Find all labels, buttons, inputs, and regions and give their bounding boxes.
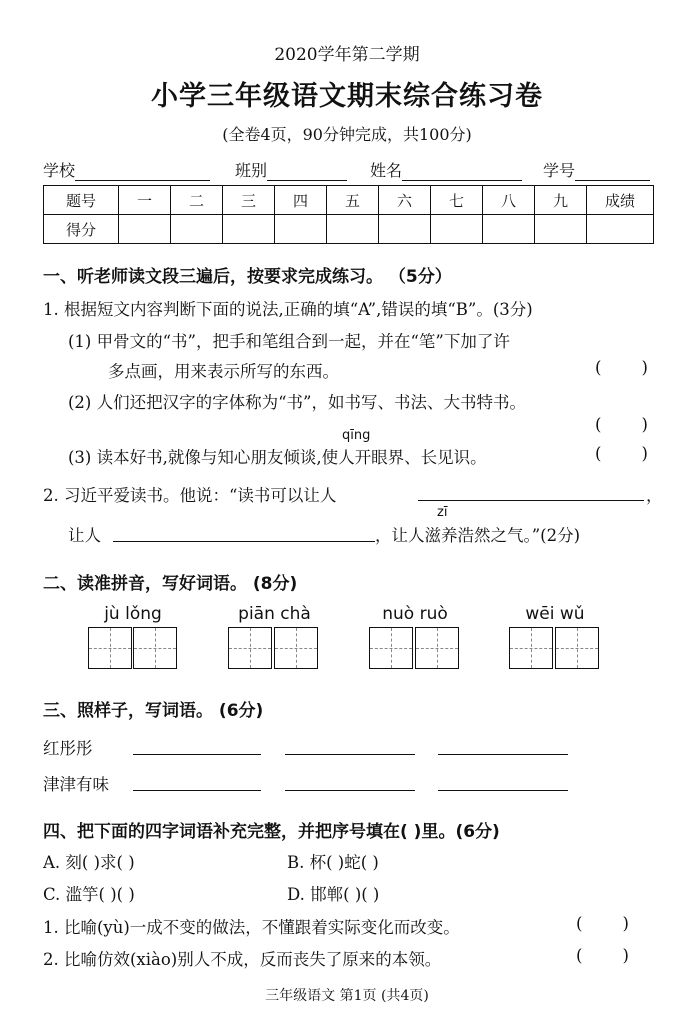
paren-open: ( [576,946,583,965]
pinyin-prompt: wēi wǔ [525,604,585,624]
paren-open: ( [595,415,602,434]
field-student-id[interactable] [543,158,650,181]
s1-q1-3: (3) 读本好书,就像与知心朋友倾谈,使人开眼界、长见识。 [68,448,487,467]
answer-blank[interactable] [438,754,568,755]
field-id-label: 学号 [543,161,576,180]
s1-q2-line2-start: 让人 [68,526,101,545]
answer-blank[interactable] [285,754,415,755]
s1-q1-1b: 多点画，用来表示所写的东西。 [108,362,339,381]
field-name[interactable] [370,158,522,181]
exam-subtitle: (全卷4页，90分钟完成，共100分) [222,125,472,144]
field-class-label: 班别 [235,161,268,180]
answer-blank[interactable] [133,754,261,755]
pinyin-prompt: nuò ruò [382,604,448,624]
answer-paren-5[interactable] [576,946,629,965]
writing-grid[interactable] [415,627,459,669]
example-word: 津津有味 [43,775,109,794]
s1-q1-1a: (1) 甲骨文的“书”，把手和笔组合到一起，并在“笔”下加了许 [68,332,510,351]
field-school-label: 学校 [43,161,76,180]
section1-heading: 一、听老师读文段三遍后，按要求完成练习。 （5分） [43,267,452,287]
field-class[interactable] [235,158,347,181]
score-input-cell[interactable] [119,215,171,244]
score-input-cell[interactable] [327,215,379,244]
paren-open: ( [576,914,583,933]
score-input-cell[interactable] [275,215,327,244]
page-footer: 三年级语文 第1页 (共4页) [265,988,429,1004]
score-cell: 得分 [44,215,119,244]
s4-q1: 1. 比喻(yù)一成不变的做法，不懂跟着实际变化而改变。 [43,918,460,937]
pinyin-prompt: jù lǒng [104,604,162,624]
section4-heading: 四、把下面的四字词语补充完整，并把序号填在( )里。(6分) [43,822,500,842]
s1-q2-comma: ， [646,486,663,505]
writing-grid[interactable] [509,627,553,669]
writing-grid[interactable] [555,627,599,669]
answer-blank[interactable] [418,500,644,501]
writing-grid[interactable] [274,627,318,669]
writing-grid[interactable] [228,627,272,669]
score-cell: 三 [223,186,275,215]
score-input-cell[interactable] [587,215,654,244]
answer-blank[interactable] [133,790,261,791]
section2-heading: 二、读准拼音，写好词语。 (8分) [43,574,298,594]
field-school[interactable] [43,158,210,181]
example-word: 红彤彤 [43,739,93,758]
section3-heading: 三、照样子，写词语。 (6分) [43,701,264,721]
page-title: 小学三年级语文期末综合练习卷 [151,81,543,112]
score-table-score-row [44,215,654,244]
score-table-header-row [44,186,654,215]
score-input-cell[interactable] [223,215,275,244]
score-input-cell[interactable] [431,215,483,244]
option-b[interactable]: B. 杯( )蛇( ) [287,853,379,872]
term-label: 2020学年第二学期 [274,45,420,65]
paren-open: ( [595,358,602,377]
paren-open: ( [595,444,602,463]
writing-grid[interactable] [369,627,413,669]
pinyin-prompt: piān chà [238,604,311,624]
paren-close: ) [622,914,629,933]
answer-blank[interactable] [113,541,375,542]
s1-q1-2: (2) 人们还把汉字的字体称为“书”，如书写、书法、大书特书。 [68,393,526,412]
answer-paren-2[interactable] [595,415,648,434]
paren-close: ) [641,358,648,377]
score-input-cell[interactable] [379,215,431,244]
option-d[interactable]: D. 邯郸( )( ) [287,885,380,904]
writing-grid[interactable] [88,627,132,669]
s1-q2-line2-end: ，让人滋养浩然之气。”(2分) [375,526,581,545]
paren-close: ) [641,444,648,463]
score-input-cell[interactable] [483,215,535,244]
score-cell: 六 [379,186,431,215]
score-table [43,185,654,244]
score-cell: 一 [119,186,171,215]
answer-paren-1[interactable] [595,358,648,377]
paren-close: ) [622,946,629,965]
writing-grid[interactable] [133,627,177,669]
paren-close: ) [641,415,648,434]
answer-paren-3[interactable] [595,444,648,463]
score-cell: 八 [483,186,535,215]
s1-q2-line1: 2. 习近平爱读书。他说：“读书可以让人 [43,486,337,505]
pinyin-qing: qīng [342,428,371,443]
score-cell: 九 [535,186,587,215]
option-c[interactable]: C. 滥竽( )( ) [43,885,135,904]
score-input-cell[interactable] [171,215,223,244]
score-cell: 二 [171,186,223,215]
pinyin-zi: zī [437,505,448,520]
answer-paren-4[interactable] [576,914,629,933]
s1-q1-text: 1. 根据短文内容判断下面的说法,正确的填“A”,错误的填“B”。(3分) [43,300,533,319]
option-a[interactable]: A. 刻( )求( ) [43,853,135,872]
score-cell: 成绩 [587,186,654,215]
score-cell: 题号 [44,186,119,215]
answer-blank[interactable] [438,790,568,791]
score-cell: 四 [275,186,327,215]
s4-q2: 2. 比喻仿效(xiào)别人不成，反而丧失了原来的本领。 [43,950,442,969]
answer-blank[interactable] [285,790,415,791]
score-cell: 五 [327,186,379,215]
score-cell: 七 [431,186,483,215]
score-input-cell[interactable] [535,215,587,244]
field-name-label: 姓名 [370,161,403,180]
